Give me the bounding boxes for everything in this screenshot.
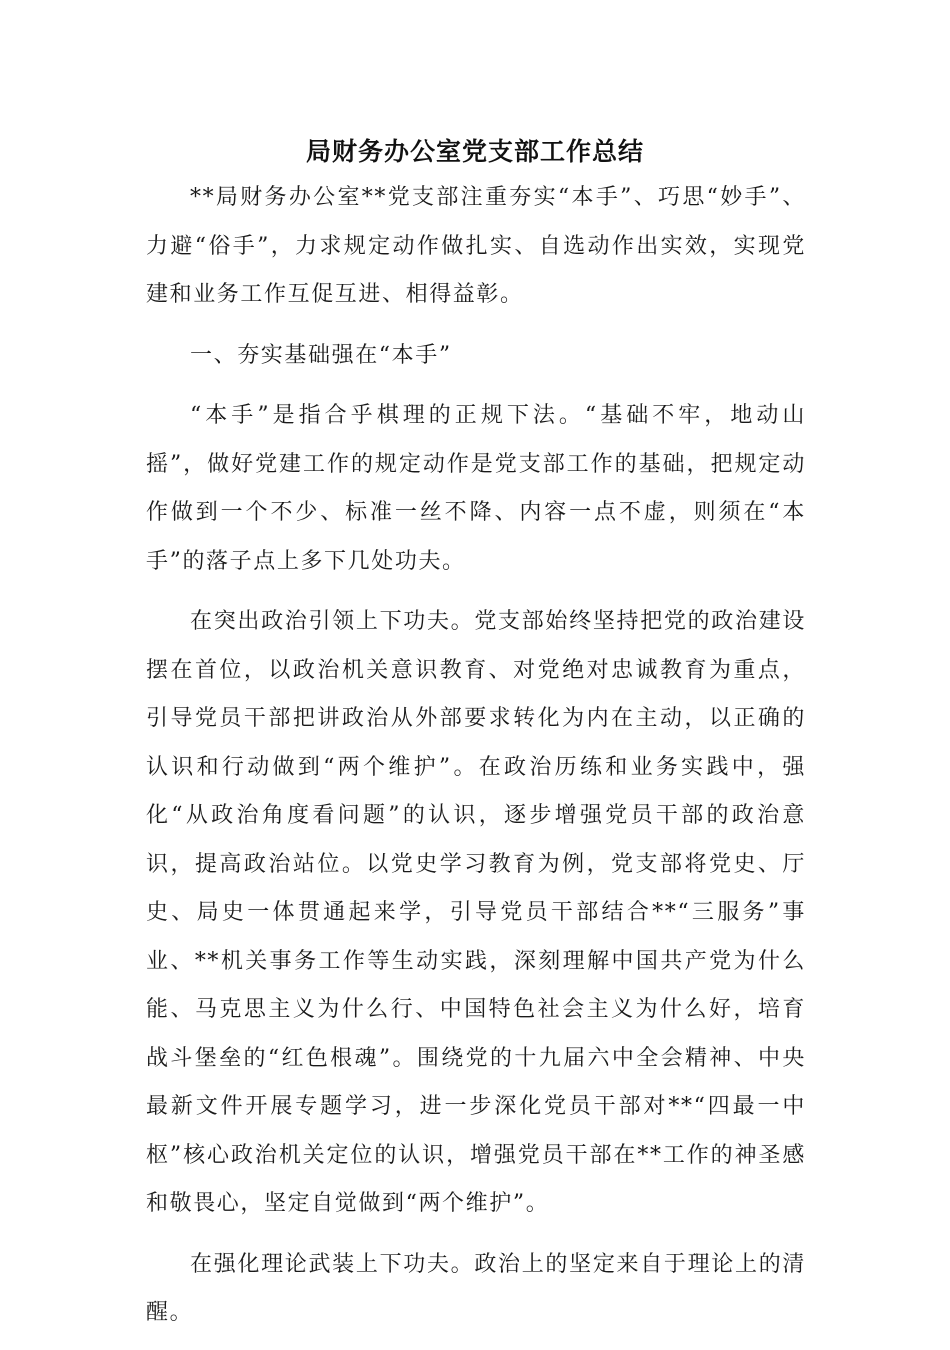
body-paragraph: 在强化理论武装上下功夫。政治上的坚定来自于理论上的清醒。 — [146, 1251, 806, 1325]
body-paragraph: 在突出政治引领上下功夫。党支部始终坚持把党的政治建设摆在首位，以政治机关意识教育、对党绝对忠诚教育为重点，引导党员干部把讲政治从外部要求转化为内在主动，以正确的认识和行动做到“两个维护”。在政治历练和业务实践中，强化“从政治角度看问题”的认识，逐步增强党员干部的政治意识，提高政治站位。以党史学习教育为例，党支部将党史、厅史、局史一体贯通起来学，引导党员干部结合**“三服务”事业、**机关事务工作等生动实践，深刻理解中国共产党为什么能、马克思主义为什么行、中国特色社会主义为什么好，培育战斗堡垒的“红色根魂”。围绕党的十九届六中全会精神、中央最新文件开展专题学习，进一步深化党员干部对**“四最一中枢”核心政治机关定位的认识，增强党员干部在**工作的神圣感和敬畏心，坚定自觉做到“两个维护”。 — [146, 609, 806, 1216]
document-body — [146, 174, 806, 1350]
section-heading: 一、夯实基础强在“本手” — [190, 342, 452, 368]
document-title: 局财务办公室党支部工作总结 — [305, 137, 644, 166]
intro-paragraph: **局财务办公室**党支部注重夯实“本手”、巧思“妙手”、力避“俗手”，力求规定动作做扎实、自选动作出实效，实现党建和业务工作互促互进、相得益彰。 — [146, 185, 806, 307]
body-paragraph: “本手”是指合乎棋理的正规下法。“基础不牢，地动山摇”，做好党建工作的规定动作是党支部工作的基础，把规定动作做到一个不少、标准一丝不降、内容一点不虚，则须在“本手”的落子点上多下几处功夫。 — [146, 403, 806, 574]
